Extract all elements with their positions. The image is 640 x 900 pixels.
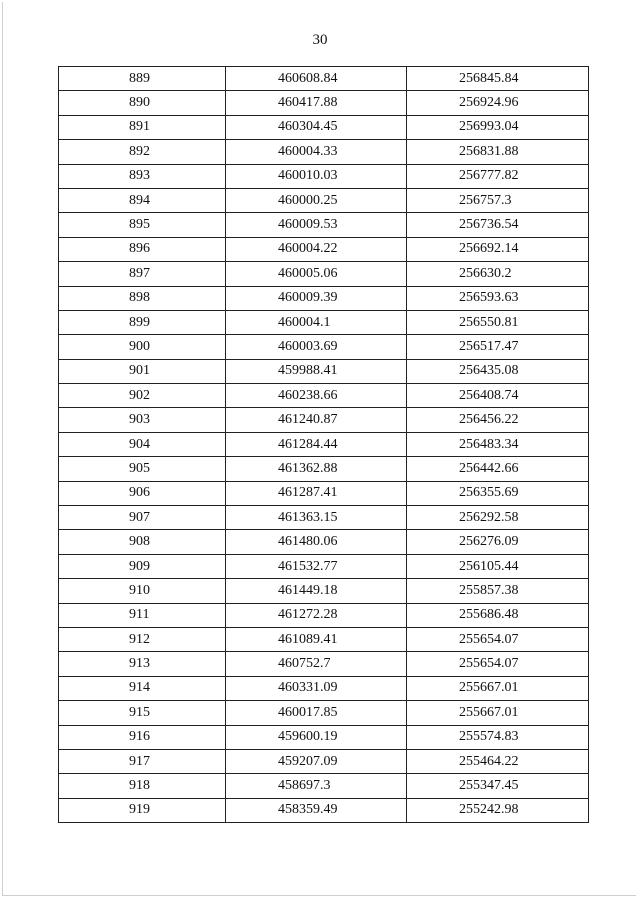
page-number: 30: [312, 32, 328, 48]
y-coordinate-cell: 255654.07: [407, 652, 589, 676]
x-coordinate-cell: 460752.7: [226, 652, 407, 676]
y-coordinate-cell: 256831.88: [407, 140, 589, 164]
x-coordinate-cell: 460017.85: [226, 701, 407, 725]
table-row: [59, 213, 589, 237]
point-number-cell: 913: [59, 652, 226, 676]
x-coordinate-cell: 461480.06: [226, 530, 407, 554]
x-coordinate-cell: 458359.49: [226, 798, 407, 822]
x-coordinate-cell: 461287.41: [226, 481, 407, 505]
table-row: [59, 164, 589, 188]
x-coordinate-cell: 460004.22: [226, 237, 407, 261]
table-row: [59, 798, 589, 822]
y-coordinate-cell: 256630.2: [407, 262, 589, 286]
point-number-cell: 906: [59, 481, 226, 505]
table-row: [59, 384, 589, 408]
point-number-cell: 912: [59, 627, 226, 651]
point-number-cell: 905: [59, 457, 226, 481]
point-number-cell: 899: [59, 310, 226, 334]
point-number-cell: 903: [59, 408, 226, 432]
y-coordinate-cell: 256924.96: [407, 91, 589, 115]
point-number-cell: 889: [59, 67, 226, 91]
y-coordinate-cell: 255654.07: [407, 627, 589, 651]
y-coordinate-cell: 255667.01: [407, 676, 589, 700]
x-coordinate-cell: 461240.87: [226, 408, 407, 432]
point-number-cell: 919: [59, 798, 226, 822]
y-coordinate-cell: 256408.74: [407, 384, 589, 408]
table-row: [59, 725, 589, 749]
table-row: [59, 749, 589, 773]
point-number-cell: 895: [59, 213, 226, 237]
y-coordinate-cell: 256292.58: [407, 506, 589, 530]
x-coordinate-cell: 460000.25: [226, 188, 407, 212]
table-row: [59, 286, 589, 310]
point-number-cell: 909: [59, 554, 226, 578]
coordinates-table-body: [59, 67, 589, 823]
x-coordinate-cell: 459207.09: [226, 749, 407, 773]
x-coordinate-cell: 460608.84: [226, 67, 407, 91]
x-coordinate-cell: 460304.45: [226, 115, 407, 139]
point-number-cell: 891: [59, 115, 226, 139]
table-row: [59, 627, 589, 651]
y-coordinate-cell: 256845.84: [407, 67, 589, 91]
x-coordinate-cell: 459600.19: [226, 725, 407, 749]
x-coordinate-cell: 461089.41: [226, 627, 407, 651]
y-coordinate-cell: 256442.66: [407, 457, 589, 481]
point-number-cell: 916: [59, 725, 226, 749]
y-coordinate-cell: 256550.81: [407, 310, 589, 334]
table-row: [59, 554, 589, 578]
point-number-cell: 907: [59, 506, 226, 530]
y-coordinate-cell: 256517.47: [407, 335, 589, 359]
table-row: [59, 237, 589, 261]
y-coordinate-cell: 256777.82: [407, 164, 589, 188]
table-row: [59, 481, 589, 505]
y-coordinate-cell: 255857.38: [407, 579, 589, 603]
table-row: [59, 408, 589, 432]
y-coordinate-cell: 256435.08: [407, 359, 589, 383]
point-number-cell: 915: [59, 701, 226, 725]
x-coordinate-cell: 460005.06: [226, 262, 407, 286]
table-row: [59, 262, 589, 286]
x-coordinate-cell: 461363.15: [226, 506, 407, 530]
point-number-cell: 892: [59, 140, 226, 164]
x-coordinate-cell: 460009.53: [226, 213, 407, 237]
table-row: [59, 188, 589, 212]
point-number-cell: 910: [59, 579, 226, 603]
y-coordinate-cell: 255686.48: [407, 603, 589, 627]
y-coordinate-cell: 255464.22: [407, 749, 589, 773]
point-number-cell: 897: [59, 262, 226, 286]
point-number-cell: 890: [59, 91, 226, 115]
y-coordinate-cell: 256993.04: [407, 115, 589, 139]
x-coordinate-cell: 460417.88: [226, 91, 407, 115]
table-row: [59, 432, 589, 456]
table-row: [59, 335, 589, 359]
point-number-cell: 896: [59, 237, 226, 261]
table-row: [59, 579, 589, 603]
y-coordinate-cell: 256757.3: [407, 188, 589, 212]
point-number-cell: 911: [59, 603, 226, 627]
x-coordinate-cell: 460010.03: [226, 164, 407, 188]
x-coordinate-cell: 461272.28: [226, 603, 407, 627]
table-row: [59, 140, 589, 164]
y-coordinate-cell: 256456.22: [407, 408, 589, 432]
x-coordinate-cell: 460009.39: [226, 286, 407, 310]
table-row: [59, 530, 589, 554]
x-coordinate-cell: 458697.3: [226, 774, 407, 798]
table-row: [59, 774, 589, 798]
table-row: [59, 457, 589, 481]
y-coordinate-cell: 256736.54: [407, 213, 589, 237]
point-number-cell: 894: [59, 188, 226, 212]
point-number-cell: 901: [59, 359, 226, 383]
point-number-cell: 893: [59, 164, 226, 188]
y-coordinate-cell: 256692.14: [407, 237, 589, 261]
y-coordinate-cell: 256105.44: [407, 554, 589, 578]
x-coordinate-cell: 461284.44: [226, 432, 407, 456]
x-coordinate-cell: 460003.69: [226, 335, 407, 359]
table-row: [59, 701, 589, 725]
table-row: [59, 115, 589, 139]
x-coordinate-cell: 459988.41: [226, 359, 407, 383]
point-number-cell: 917: [59, 749, 226, 773]
point-number-cell: 908: [59, 530, 226, 554]
x-coordinate-cell: 460331.09: [226, 676, 407, 700]
table-row: [59, 652, 589, 676]
point-number-cell: 904: [59, 432, 226, 456]
table-row: [59, 67, 589, 91]
point-number-cell: 900: [59, 335, 226, 359]
table-row: [59, 310, 589, 334]
x-coordinate-cell: 460238.66: [226, 384, 407, 408]
x-coordinate-cell: 461449.18: [226, 579, 407, 603]
x-coordinate-cell: 461362.88: [226, 457, 407, 481]
coordinates-table: [58, 66, 589, 823]
y-coordinate-cell: 256593.63: [407, 286, 589, 310]
y-coordinate-cell: 256355.69: [407, 481, 589, 505]
point-number-cell: 918: [59, 774, 226, 798]
table-row: [59, 359, 589, 383]
y-coordinate-cell: 256276.09: [407, 530, 589, 554]
y-coordinate-cell: 255347.45: [407, 774, 589, 798]
x-coordinate-cell: 460004.33: [226, 140, 407, 164]
table-row: [59, 603, 589, 627]
y-coordinate-cell: 256483.34: [407, 432, 589, 456]
table-row: [59, 91, 589, 115]
y-coordinate-cell: 255574.83: [407, 725, 589, 749]
y-coordinate-cell: 255242.98: [407, 798, 589, 822]
point-number-cell: 914: [59, 676, 226, 700]
point-number-cell: 898: [59, 286, 226, 310]
table-row: [59, 506, 589, 530]
x-coordinate-cell: 460004.1: [226, 310, 407, 334]
point-number-cell: 902: [59, 384, 226, 408]
table-row: [59, 676, 589, 700]
y-coordinate-cell: 255667.01: [407, 701, 589, 725]
x-coordinate-cell: 461532.77: [226, 554, 407, 578]
